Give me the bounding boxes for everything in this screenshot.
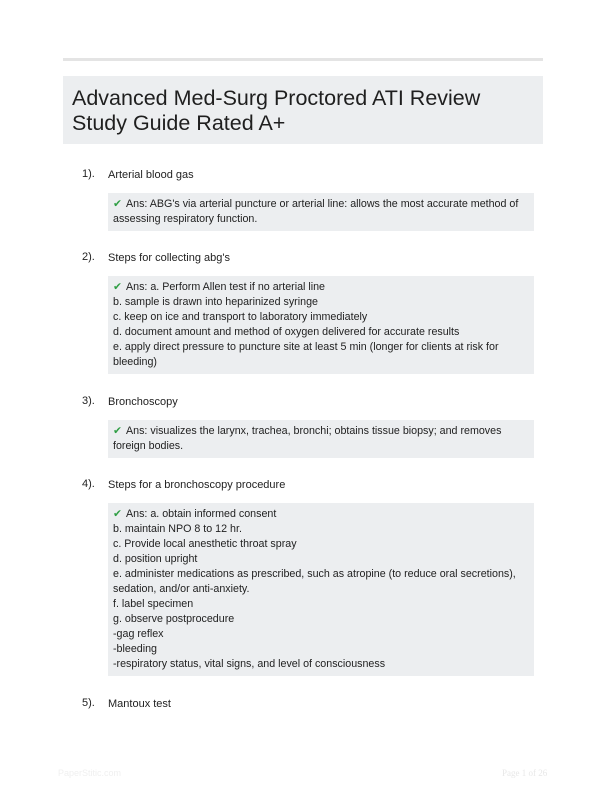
answer-line: foreign bodies. (113, 440, 184, 452)
check-icon: ✔ (113, 508, 122, 520)
answer-line: b. sample is drawn into heparinized syringe (113, 296, 318, 308)
answer-line: e. administer medications as prescribed, such as atropine (to reduce oral secretions), (113, 568, 516, 580)
answer-box-4 (108, 503, 534, 676)
page-number: Page 1 of 26 (502, 768, 548, 778)
answer-line: d. position upright (113, 553, 198, 565)
question-number: 4). (82, 478, 95, 490)
answer-line: assessing respiratory function. (113, 213, 258, 225)
answer-line: b. maintain NPO 8 to 12 hr. (113, 523, 242, 535)
answer-line: f. label specimen (113, 598, 194, 610)
answer-line: c. keep on ice and transport to laboratory immediately (113, 311, 368, 323)
question-number: 2). (82, 251, 95, 263)
answer-box-1 (108, 193, 534, 231)
answer-line: -gag reflex (113, 628, 164, 640)
page-title: Advanced Med-Surg Proctored ATI Review Study Guide Rated A+ (72, 86, 481, 135)
answer-line: sedation, and/or anti-anxiety. (113, 583, 250, 595)
footer-watermark: PaperStitic.com (58, 768, 122, 778)
answer-line: -respiratory status, vital signs, and level of consciousness (113, 658, 386, 670)
check-icon: ✔ (113, 425, 122, 437)
answer-line: g. observe postprocedure (113, 613, 235, 625)
answer-line: Ans: a. obtain informed consent (126, 508, 277, 520)
question-number: 1). (82, 168, 95, 180)
answer-line: -bleeding (113, 643, 157, 655)
question-number: 3). (82, 395, 95, 407)
answer-line: bleeding) (113, 356, 157, 368)
question-text: Arterial blood gas (108, 169, 194, 181)
answer-line: Ans: visualizes the larynx, trachea, bronchi; obtains tissue biopsy; and removes (126, 425, 502, 437)
top-divider (63, 58, 543, 61)
question-text: Bronchoscopy (108, 396, 178, 408)
question-number: 5). (82, 697, 95, 709)
answer-line: d. document amount and method of oxygen delivered for accurate results (113, 326, 460, 338)
question-text: Steps for collecting abg's (108, 252, 230, 264)
check-icon: ✔ (113, 281, 122, 293)
answer-line: c. Provide local anesthetic throat spray (113, 538, 297, 550)
question-text: Mantoux test (108, 698, 171, 710)
title-banner (63, 76, 543, 144)
answer-box-3 (108, 420, 534, 458)
answer-box-2 (108, 276, 534, 374)
answer-line: e. apply direct pressure to puncture site at least 5 min (longer for clients at risk for (113, 341, 499, 353)
answer-line: Ans: a. Perform Allen test if no arterial line (126, 281, 325, 293)
check-icon: ✔ (113, 198, 122, 210)
answer-line: Ans: ABG's via arterial puncture or arterial line: allows the most accurate method of (126, 198, 519, 210)
question-text: Steps for a bronchoscopy procedure (108, 479, 286, 491)
